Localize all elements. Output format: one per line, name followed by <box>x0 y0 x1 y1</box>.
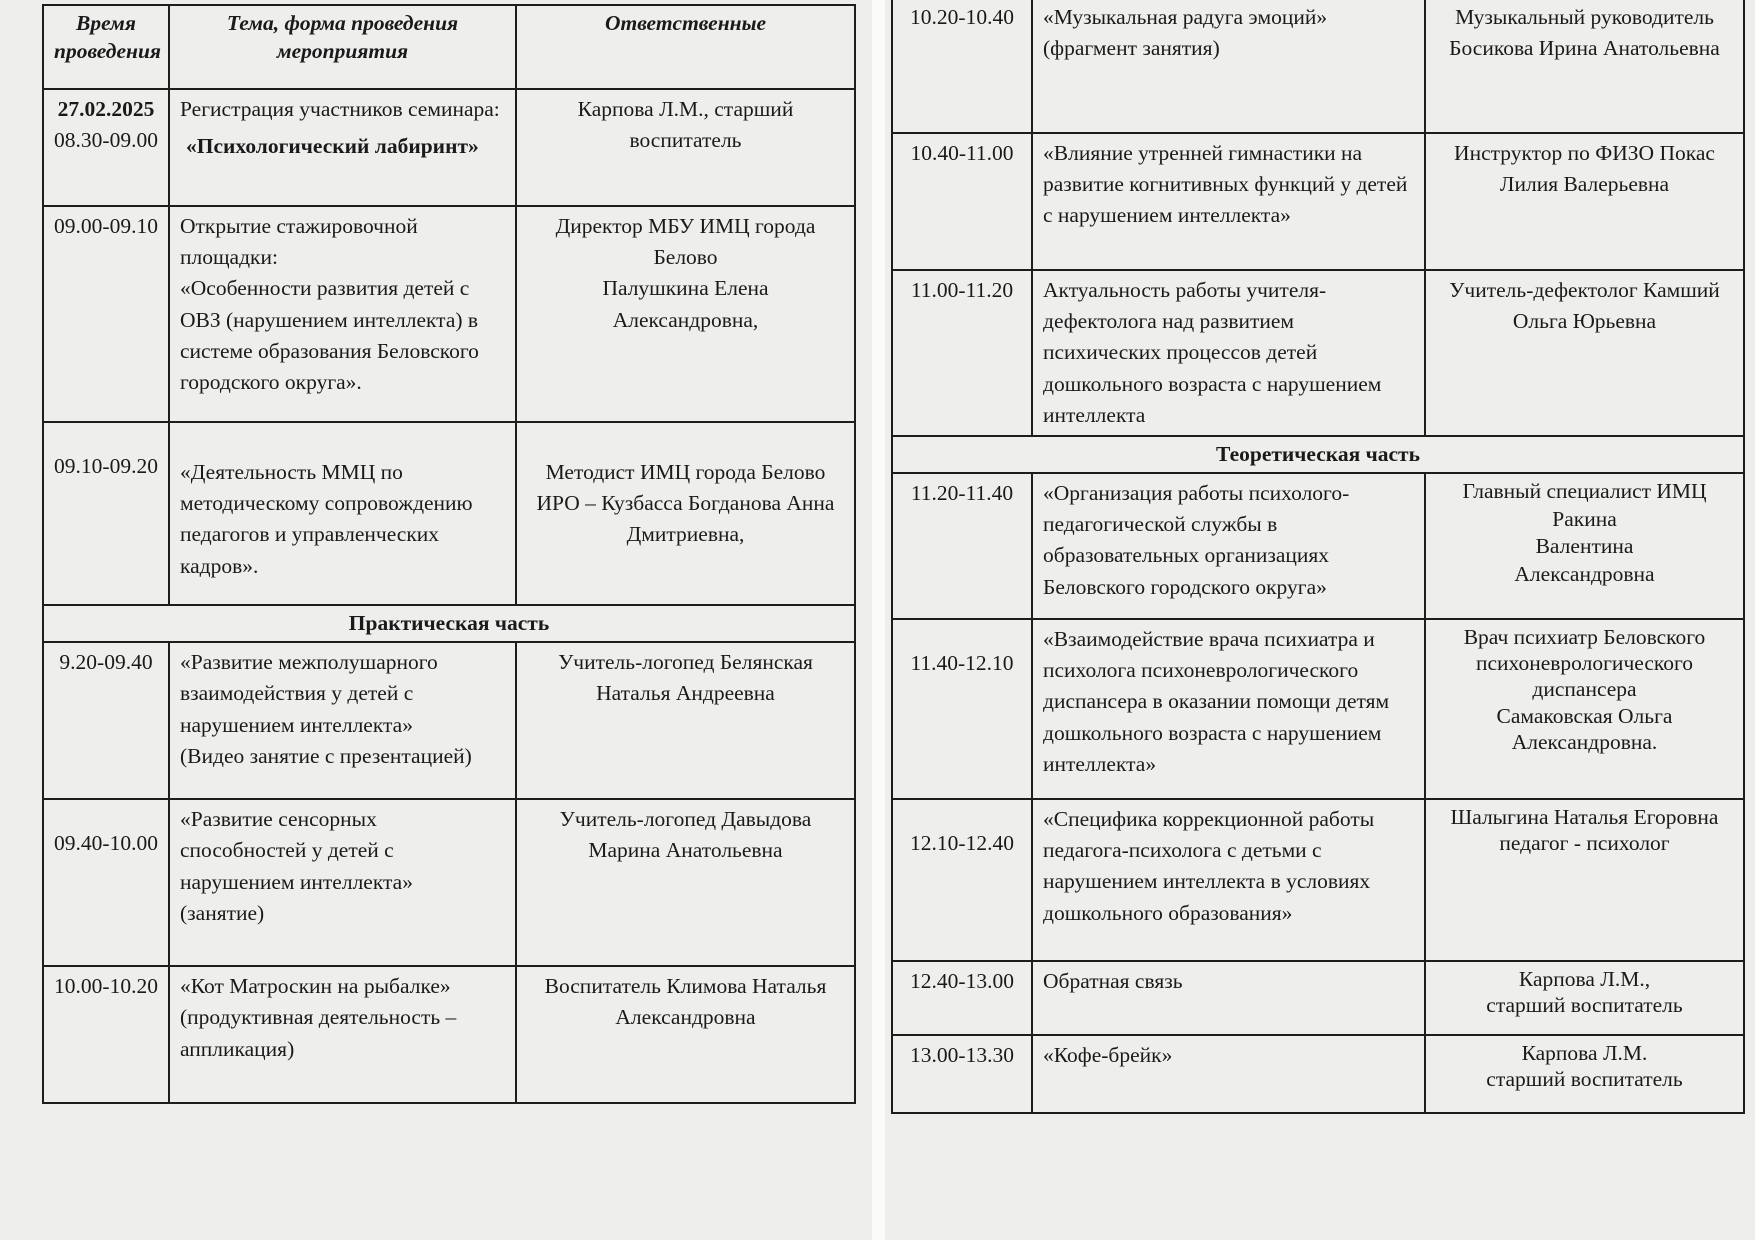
topic-cell <box>169 799 516 966</box>
topic-text: «Кот Матроскин на рыбалке» (продуктивная деятельность – аппликация) <box>180 974 462 1061</box>
table-row <box>892 133 1744 270</box>
topic-text: Актуальность работы учителя-дефектолога над развитием психических процессов детей дошкольного возраста с нарушением интеллекта <box>1043 278 1387 427</box>
time-cell: 10.20-10.40 <box>892 0 1032 133</box>
topic-cell <box>1032 961 1425 1035</box>
date-label: 27.02.2025 <box>57 97 155 121</box>
time-cell: 09.00-09.10 <box>43 206 169 422</box>
left-page <box>0 0 872 1240</box>
time-cell: 11.20-11.40 <box>892 473 1032 619</box>
table-row <box>892 270 1744 436</box>
resp-text: Врач психиатр Беловского психоневрологического диспансера Самаковская Ольга Александровна. <box>1463 625 1706 754</box>
topic-text: «Музыкальная радуга эмоций» (фрагмент занятия) <box>1043 5 1333 61</box>
topic-cell <box>1032 0 1425 133</box>
seminar-title: «Психологический лабиринт» <box>186 134 479 159</box>
time-cell: 12.40-13.00 <box>892 961 1032 1035</box>
resp-cell <box>1425 1035 1744 1113</box>
resp-cell <box>1425 619 1744 799</box>
topic-cell <box>169 966 516 1103</box>
table-row <box>43 966 855 1103</box>
resp-text: Шалыгина Наталья Егоровна педагог - психолог <box>1450 805 1719 856</box>
header-topic: Тема, форма проведения мероприятия <box>169 5 516 89</box>
resp-cell <box>1425 961 1744 1035</box>
table-row <box>892 619 1744 799</box>
resp-cell <box>516 206 855 422</box>
resp-cell <box>516 799 855 966</box>
topic-cell <box>169 422 516 605</box>
time-cell: 11.40-12.10 <box>892 619 1032 799</box>
time-cell <box>43 89 169 206</box>
topic-cell <box>169 206 516 422</box>
table-row <box>43 422 855 605</box>
topic-text: «Влияние утренней гимнастики на развитие когнитивных функций у детей с нарушением интеллекта» <box>1043 141 1413 228</box>
resp-text: Учитель-логопед Давыдова Марина Анатольевна <box>559 807 817 863</box>
resp-text: Воспитатель Климова Наталья Александровна <box>544 974 832 1030</box>
resp-cell <box>516 966 855 1103</box>
topic-text: Открытие стажировочной площадки: «Особенности развития детей с ОВЗ (нарушением интеллекта) в системе образования Беловского городского округа». <box>180 214 479 394</box>
topic-text: «Развитие межполушарного взаимодействия у детей с нарушением интеллекта» (Видео занятие с презентацией) <box>180 650 472 768</box>
resp-text: Карпова Л.М. старший воспитатель <box>1486 1041 1683 1092</box>
topic-cell <box>169 642 516 799</box>
page-gutter <box>872 0 885 1240</box>
resp-cell <box>1425 473 1744 619</box>
table-row <box>892 1035 1744 1113</box>
topic-cell <box>1032 799 1425 961</box>
topic-text: Регистрация участников семинара: <box>180 97 500 121</box>
table-row <box>892 799 1744 961</box>
resp-cell <box>1425 799 1744 961</box>
resp-cell <box>1425 270 1744 436</box>
time-cell: 10.40-11.00 <box>892 133 1032 270</box>
resp-text: Карпова Л.М., старший воспитатель <box>577 97 799 153</box>
topic-cell <box>1032 1035 1425 1113</box>
schedule-table-right <box>891 0 1745 1114</box>
time-cell: 09.10-09.20 <box>43 422 169 605</box>
topic-text: «Развитие сенсорных способностей у детей с нарушением интеллекта» (занятие) <box>180 807 413 925</box>
topic-text: «Организация работы психолого-педагогической службы в образовательных организациях Беловского городского округа» <box>1043 481 1350 599</box>
resp-text: Учитель-дефектолог Камший Ольга Юрьевна <box>1449 278 1720 334</box>
time-label: 08.30-09.00 <box>54 128 158 153</box>
time-cell: 10.00-10.20 <box>43 966 169 1103</box>
resp-text: Инструктор по ФИЗО Покас Лилия Валерьевна <box>1454 141 1715 197</box>
section-title: Практическая часть <box>43 605 855 642</box>
schedule-table-left <box>42 4 856 1104</box>
resp-cell <box>516 89 855 206</box>
section-title: Теоретическая часть <box>892 436 1744 473</box>
resp-cell <box>516 642 855 799</box>
resp-cell <box>516 422 855 605</box>
topic-cell <box>1032 133 1425 270</box>
table-row <box>892 0 1744 133</box>
time-cell: 11.00-11.20 <box>892 270 1032 436</box>
topic-text: «Кофе-брейк» <box>1043 1043 1173 1068</box>
resp-text: Методист ИМЦ города Белово ИРО – Кузбасса Богданова Анна Дмитриевна, <box>536 460 840 547</box>
resp-text: Карпова Л.М., старший воспитатель <box>1486 967 1683 1018</box>
resp-text: Учитель-логопед Белянская Наталья Андреевна <box>558 650 819 706</box>
table-row <box>43 799 855 966</box>
time-cell: 13.00-13.30 <box>892 1035 1032 1113</box>
table-row <box>43 206 855 422</box>
header-time: Время проведения <box>43 5 169 89</box>
right-page <box>885 0 1755 1240</box>
table-row <box>892 473 1744 619</box>
topic-cell <box>1032 270 1425 436</box>
resp-text: Музыкальный руководитель Босикова Ирина Анатольевна <box>1449 5 1720 61</box>
table-row <box>43 642 855 799</box>
topic-cell <box>169 89 516 206</box>
time-cell: 12.10-12.40 <box>892 799 1032 961</box>
time-cell: 09.40-10.00 <box>43 799 169 966</box>
topic-text: «Специфика коррекционной работы педагога-психолога с детьми с нарушением интеллекта в условиях дошкольного образования» <box>1043 807 1380 925</box>
resp-text: Главный специалист ИМЦ Ракина Валентина Александровна <box>1462 479 1707 586</box>
topic-text: «Взаимодействие врача психиатра и психолога психоневрологического диспансера в оказании помощи детям дошкольного возраста с нарушением интеллекта» <box>1043 627 1400 776</box>
time-cell: 9.20-09.40 <box>43 642 169 799</box>
resp-text: Директор МБУ ИМЦ города Белово Палушкина Елена Александровна, <box>555 214 816 332</box>
topic-cell <box>1032 473 1425 619</box>
resp-cell <box>1425 0 1744 133</box>
section-row <box>892 436 1744 473</box>
section-row <box>43 605 855 642</box>
resp-cell <box>1425 133 1744 270</box>
topic-cell <box>1032 619 1425 799</box>
topic-text: «Деятельность ММЦ по методическому сопровождению педагогов и управленческих кадров». <box>180 460 478 578</box>
header-resp: Ответственные <box>516 5 855 89</box>
topic-text: Обратная связь <box>1043 969 1183 994</box>
table-row <box>43 89 855 206</box>
table-row <box>892 961 1744 1035</box>
